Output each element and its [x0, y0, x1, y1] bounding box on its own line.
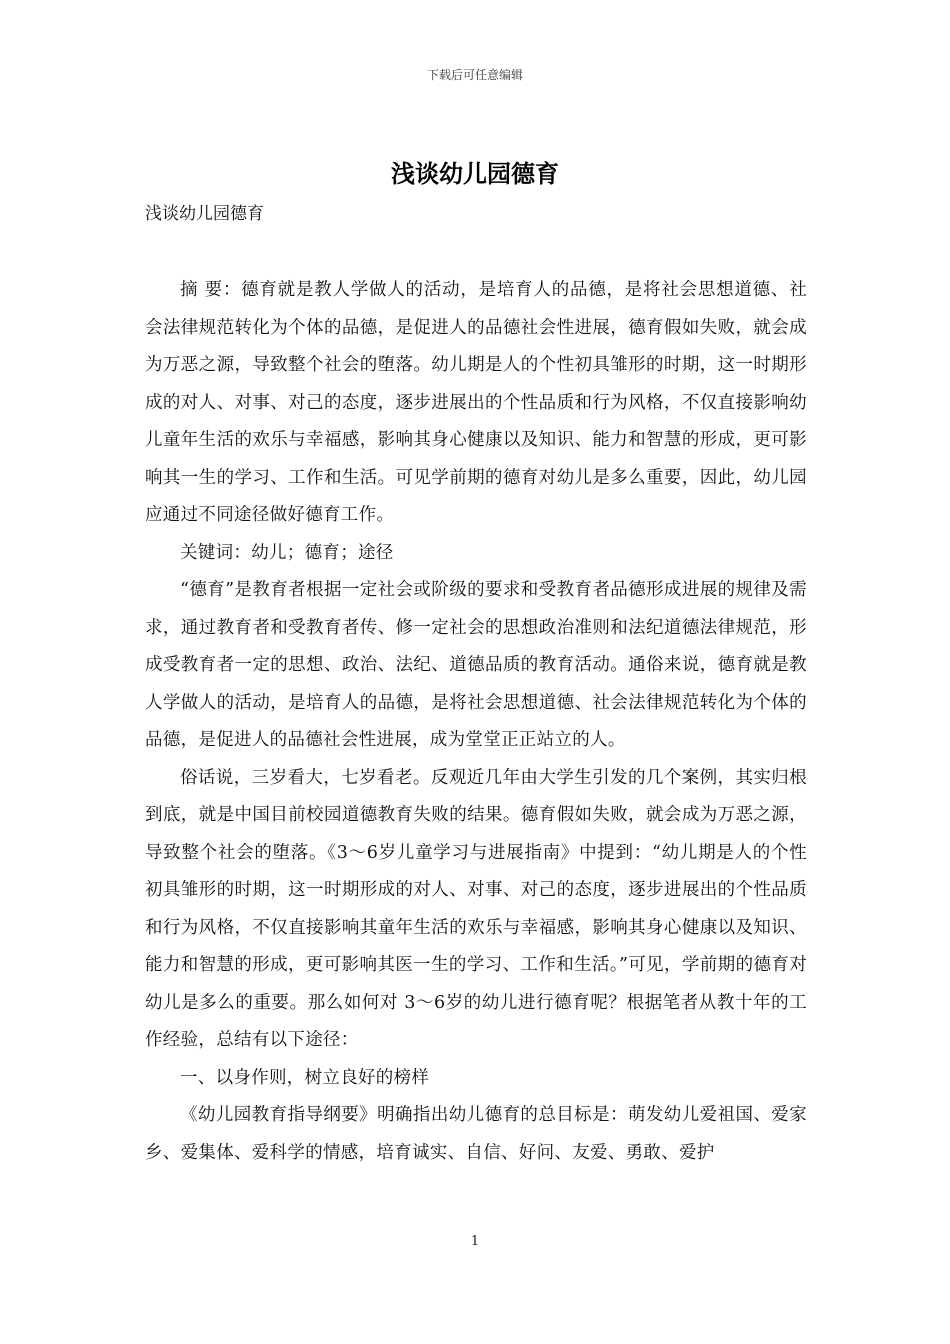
abstract-paragraph: 摘 要：德育就是教人学做人的活动，是培育人的品德，是将社会思想道德、社会法律规范转化为个体的品德，是促进人的品德社会性进展，德育假如失败，就会成为万恶之源，导致整个社会的堕落。幼儿期是人的个性初具雏形的时期，这一时期形成的对人、对事、对己的态度，逐步进展出的个性品质和行为风格，不仅直接影响幼儿童年生活的欢乐与幸福感，影响其身心健康以及知识、能力和智慧的形成，更可影响其一生的学习、工作和生活。可见学前期的德育对幼儿是多么重要，因此，幼儿园应通过不同途径做好德育工作。 — [145, 280, 807, 525]
document-subtitle: 浅谈幼儿园德育 — [145, 204, 264, 224]
section-heading: 一、以身作则，树立良好的榜样 — [180, 1067, 430, 1088]
header-note: 下载后可任意编辑 — [426, 68, 523, 82]
document-title: 浅谈幼儿园德育 — [391, 159, 559, 188]
body-paragraph: 俗话说，三岁看大，七岁看老。反观近几年由大学生引发的几个案例，其实归根到底，就是中国目前校园道德教育失败的结果。德育假如失败，就会成为万恶之源，导致整个社会的堕落。《3～6岁儿童学习与进展指南》中提到：“幼儿期是人的个性初具雏形的时期，这一时期形成的对人、对事、对己的态度，逐步进展出的个性品质和行为风格，不仅直接影响其童年生活的欢乐与幸福感，影响其身心健康以及知识、能力和智慧的形成，更可影响其医一生的学习、工作和生活。”可见，学前期的德育对幼儿是多么的重要。那么如何对 3～6岁的幼儿进行德育呢？根据笔者从教十年的工作经验，总结有以下途径： — [145, 767, 807, 1050]
document-body — [145, 272, 807, 1172]
page-number: 1 — [470, 1234, 480, 1249]
body-paragraph: 《幼儿园教育指导纲要》明确指出幼儿德育的总目标是：萌发幼儿爱祖国、爱家乡、爱集体、爱科学的情感，培育诚实、自信、好问、友爱、勇敢、爱护 — [145, 1105, 807, 1163]
keywords-paragraph: 关键词：幼儿；德育；途径 — [180, 542, 394, 563]
body-paragraph: “德育”是教育者根据一定社会或阶级的要求和受教育者品德形成进展的规律及需求，通过教育者和受教育者传、修一定社会的思想政治准则和法纪道德法律规范，形成受教育者一定的思想、政治、法纪、道德品质的教育活动。通俗来说，德育就是教人学做人的活动，是培育人的品德，是将社会思想道德、社会法律规范转化为个体的品德，是促进人的品德社会性进展，成为堂堂正正站立的人。 — [145, 580, 807, 750]
